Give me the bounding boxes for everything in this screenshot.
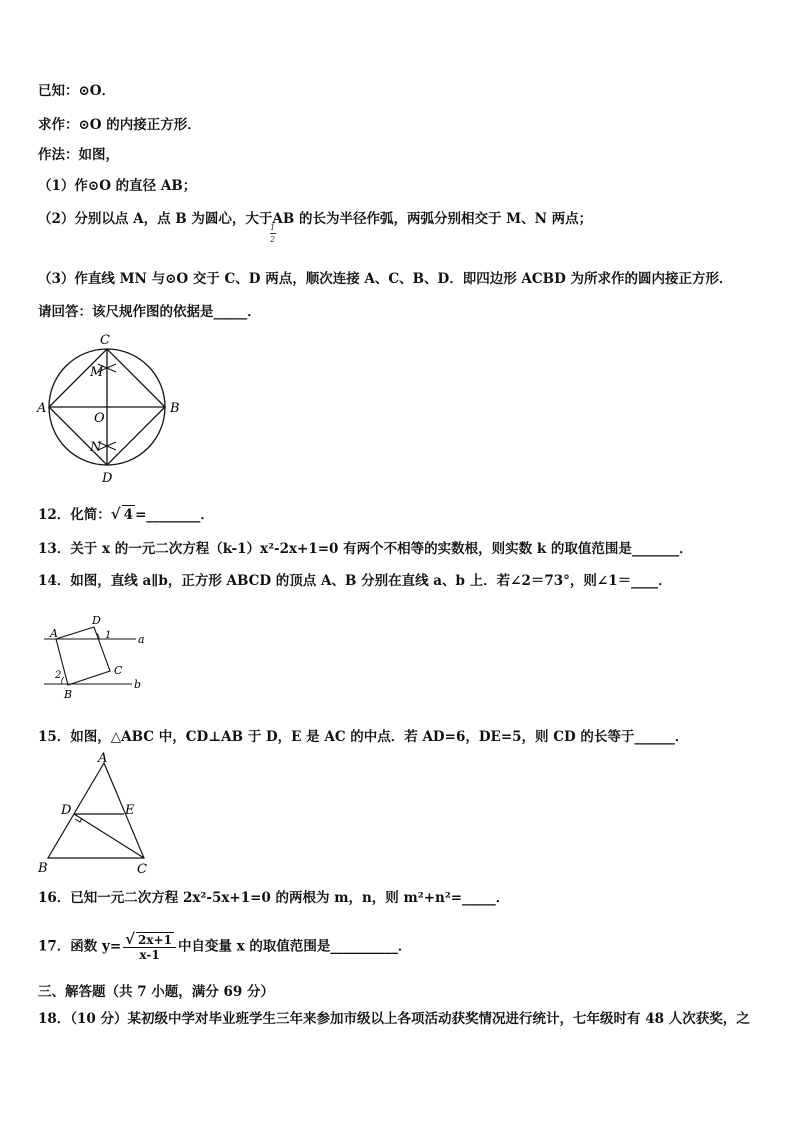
- label-o: O: [94, 411, 105, 426]
- q17-denominator: x-1: [139, 948, 160, 962]
- label-d: D: [102, 471, 113, 486]
- q14-figure: [40, 612, 170, 702]
- q17-numerator: [123, 932, 176, 948]
- q11-ask: 请回答：该尺规作图的依据是_____．: [38, 304, 261, 320]
- q11-step2: [38, 210, 592, 228]
- section-3-title: 三、解答题（共 7 小题，满分 69 分）: [38, 984, 274, 1000]
- label-angle-2: 2: [55, 670, 62, 681]
- angle-2-arc: [62, 677, 64, 684]
- label-e: E: [125, 803, 135, 818]
- label-line-a: a: [138, 633, 145, 646]
- q17-suffix: 中自变量 x 的取值范围是__________．: [177, 938, 412, 955]
- q12-prefix: 12．化简：: [38, 507, 111, 523]
- q12: [38, 505, 214, 524]
- q17-prefix: 17．函数 y=: [38, 938, 122, 955]
- q11-step3: （3）作直线 MN 与⊙O 交于 C、D 两点，顺次连接 A、C、B、D．即四边形 ACBD 为所求作的圆内接正方形．: [38, 271, 733, 287]
- q11-step2-part2: AB 的长为半径作弧，两弧分别相交于 M、N 两点；: [272, 211, 593, 227]
- q17-fraction: [123, 932, 176, 962]
- q14: 14．如图，直线 a∥b，正方形 ABCD 的顶点 A、B 分别在直线 a、b 上．若∠2＝73°，则∠1＝____．: [38, 573, 672, 589]
- q15-figure: [32, 748, 162, 878]
- label-c: C: [137, 862, 147, 877]
- q11-method: 作法：如图，: [38, 147, 119, 163]
- q18: 18．（10 分）某初级中学对毕业班学生三年来参加市级以上各项活动获奖情况进行统计，七年级时有 48 人次获奖，之: [38, 1011, 750, 1027]
- q11-half-denominator: 2: [270, 235, 276, 244]
- label-b: B: [38, 861, 48, 876]
- q11-figure: [32, 330, 192, 490]
- q11-step2-part1: （2）分别以点 A，点 B 为圆心，大于: [38, 211, 273, 227]
- q11-step1: （1）作⊙O 的直径 AB；: [38, 178, 197, 194]
- label-d: D: [61, 803, 72, 818]
- q12-radicand: 4: [123, 507, 134, 523]
- label-c: C: [114, 664, 123, 677]
- label-c: C: [100, 333, 110, 348]
- q17: [38, 932, 411, 962]
- q13: 13．关于 x 的一元二次方程（k-1）x²-2x+1=0 有两个不相等的实数根，则实数 k 的取值范围是_______．: [38, 541, 693, 557]
- label-a: A: [98, 751, 108, 766]
- q11-find: 求作：⊙O 的内接正方形．: [38, 117, 201, 133]
- q15: 15．如图，△ABC 中，CD⊥AB 于 D，E 是 AC 的中点．若 AD=6，DE=5，则 CD 的长等于______．: [38, 729, 689, 745]
- q12-suffix: =________．: [135, 507, 214, 523]
- label-a: A: [37, 401, 47, 416]
- label-b: B: [64, 688, 73, 701]
- label-b: B: [170, 401, 180, 416]
- q17-radicand: 2x+1: [138, 933, 172, 947]
- label-angle-1: 1: [105, 630, 112, 641]
- square-abcd: [56, 627, 110, 685]
- q11-half-numerator: 1: [270, 223, 276, 232]
- label-line-b: b: [134, 678, 142, 691]
- segment-cd: [74, 814, 144, 858]
- label-a: A: [50, 627, 58, 640]
- label-n: N: [90, 440, 102, 455]
- sqrt-sign: √: [110, 505, 121, 523]
- sqrt-sign: √: [125, 930, 136, 948]
- q11-given: 已知：⊙O．: [38, 83, 116, 99]
- q16: 16．已知一元二次方程 2x²-5x+1=0 的两根为 m，n，则 m²+n²=_____．: [38, 890, 510, 906]
- label-m: M: [90, 365, 104, 380]
- q11-half-fraction: [270, 223, 276, 244]
- label-d: D: [92, 614, 101, 627]
